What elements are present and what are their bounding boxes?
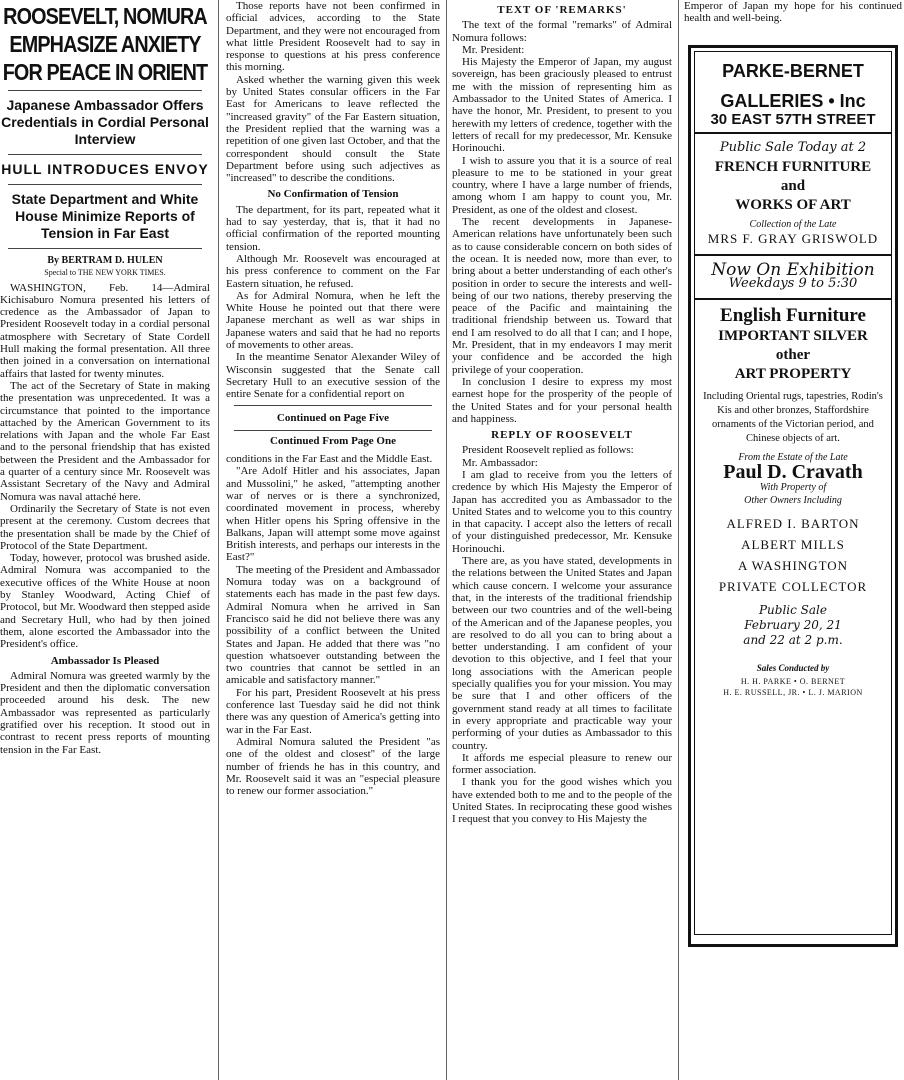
paragraph: There are, as you have stated, developments in the relations between the United States and Japan which cause concern. I welcome your assurance that, in the interests of the traditional friendship between our two countries and of the well-being of the American and of the Japanese peoples, you are resolved to do all you can to bring about a better understanding. I am confident of your devotion to this objective, and I feel that your long associations with the American people specially qualifies you for your mission. You may be sure that I and other officers of the government stand ready at all times to facilitate in every appropriate and practicable way your performing of your duties as Ambassador to this country. (452, 555, 672, 752)
ad-with-property: With Property of (759, 482, 827, 494)
divider (8, 154, 202, 155)
ad-auctioneers: H. E. RUSSELL, JR. • L. J. MARION (723, 688, 863, 698)
paragraph: I am glad to receive from you the letters of credence by which His Majesty the Emperor of Japan has accredited you as Ambassador to the United States and to welcome you to this country in that capacity. I accept also the letters of recall of your distinguished predecessor, Mr. Kensuke Horinouchi. (452, 468, 672, 555)
deck-2: HULL INTRODUCES ENVOY (1, 161, 209, 177)
continued-from: Continued From Page One (270, 434, 396, 447)
ad-cravath: Paul D. Cravath (723, 460, 863, 483)
paragraph: President Roosevelt replied as follows: (462, 444, 634, 457)
continued-on: Continued on Page Five (276, 411, 390, 424)
ad-sale-today: Public Sale Today at 2 (719, 139, 867, 155)
ad-owner: PRIVATE COLLECTOR (718, 578, 868, 594)
paragraph: I wish to assure you that it is a source of real pleasure to me to be stationed in your great country, where I have a large number of friends, among whom I am happy to count you, Mr. President, as one of the oldest and closest. (452, 154, 672, 216)
ad-public-sale: Public Sale (758, 602, 827, 617)
paragraph: conditions in the Far East and the Middle East. (226, 453, 433, 466)
ad-divider (695, 298, 891, 300)
subhead: Ambassador Is Pleased (50, 654, 160, 667)
headline-line: EMPHASIZE ANXIETY (9, 31, 201, 57)
ad-auctioneers: H. H. PARKE • O. BERNET (740, 677, 846, 687)
advertisement (688, 45, 898, 947)
column-rule (678, 0, 679, 1080)
paragraph: The meeting of the President and Ambassador Nomura today was on a background of statements each has made in the past few days. Admiral Nomura when he arrived in San Francisco said he did not believe there was any possibility of a conflict between the United States and Japan. He added that there was "no question whatsoever outstanding between the two countries that cannot be settled in an amicable and satisfactory manner." (226, 563, 440, 687)
divider (8, 90, 202, 91)
paragraph: Admiral Nomura saluted the President "as one of the oldest and closest" of the large number of friends he has in this country, and Mr. Roosevelt said it was an "especial pleasure to renew our former association." (226, 735, 440, 798)
paragraph: In conclusion I desire to express my most earnest hope for the prosperity of the people of the United States and for your personal health and happiness. (452, 375, 672, 425)
column-3 (452, 0, 672, 1080)
paragraph: Emperor of Japan my hope for his continued health and well-being. (684, 0, 902, 25)
advertisement-inner (694, 51, 892, 935)
paragraph: The recent developments in Japanese-American relations have unfortunately been such as to cause considerable concern on both sides of the ocean. It is needed now, more than ever, to bring about a better understanding of each other's position in order to secure the interests and well-being of our two nations, thereby preserving the peace of the Pacific and maintaining the traditional friendship between us. Toward that end I am resolved to do all that I can; and I hope, Mr. President, that in my endeavors I may merit your confidence and be accorded the high privilege of your cooperation. (452, 216, 672, 376)
paragraph: Ordinarily the Secretary of State is not even present at the ceremony. Custom decrees that the presentation shall be made by the Chief of Protocol of the State Department. (0, 502, 210, 552)
paragraph: As for Admiral Nomura, when he left the White House he pointed out that there were Japanese merchant as well as war ships in Japanese waters and said that he had no reports of movements to other areas. (226, 289, 440, 352)
special-credit: Special to THE NEW YORK TIMES. (44, 268, 166, 278)
paragraph: Those reports have not been confirmed in official advices, according to the State Department, and they were not encouraged from what little President Roosevelt had to say in response to questions at his press conference this morning. (226, 0, 440, 74)
divider (8, 184, 202, 185)
paragraph: The text of the formal "remarks" of Admiral Nomura follows: (452, 19, 672, 44)
ad-and: and (780, 178, 806, 195)
ad-company-line-2: GALLERIES • Inc (720, 90, 866, 111)
ad-exhibition: Now On Exhibition (711, 259, 875, 280)
paragraph: The act of the Secretary of State in making the presentation was unprecedented. It was a circumstance that pointed to the importance attached by the American Government to its relations with Japan and the whole Far East and to the personal friendship that has existed between the President and the Ambassador for a quarter of a century since Mr. Roosevelt was Assistant Secretary of the Navy and Admiral Nomura was naval attaché here. (0, 379, 210, 503)
ad-french-furniture: FRENCH FURNITURE (714, 159, 872, 176)
divider (234, 405, 432, 406)
ad-collection-of: Collection of the Late (749, 219, 837, 231)
divider (8, 248, 202, 249)
paragraph: Mr. President: (462, 43, 525, 56)
paragraph: WASHINGTON, Feb. 14—Admiral Kichisaburo Nomura presented his letters of credence as the Ambassador of Japan to President Roosevelt today in a cordial personal atmosphere with Secretary of State Cordell Hull making the formal presentation. All three then joined in a conversation on international affairs that lasted for twenty minutes. (0, 281, 210, 380)
headline (3, 2, 208, 86)
divider (234, 430, 432, 431)
ad-collector: MRS F. GRAY GRISWOLD (707, 231, 879, 247)
paragraph: "Are Adolf Hitler and his associates, Japan and Mussolini," he asked, "attempting another war of nerves or is there a synchronized, coordinated movement in process, whereby when Hitler opens his Spring offensive in the Balkans, Japan will attempt some move against British interests, and perhaps our interests in the East?" (226, 465, 440, 564)
ad-dates: February 20, 21 (744, 617, 842, 632)
paragraph: For his part, President Roosevelt at his press conference last Tuesday said he did not think there was any question of America's getting into war in the Far East. (226, 686, 440, 736)
column-rule (218, 0, 219, 1080)
paragraph: Mr. Ambassador: (462, 456, 538, 469)
paragraph: His Majesty the Emperor of Japan, my august sovereign, has been graciously pleased to entrust me with the mission of representing him as Ambassador to the United States of America. I have the honor, Mr. President, to present to you herewith my letters of credence, together with the letters of recall for my predecessor, Mr. Kensuke Horinouchi. (452, 56, 672, 155)
paragraph: Admiral Nomura was greeted warmly by the President and then the diplomatic conversation proceeded around his desk. The new Ambassador was represented as particularly gratified over his reception. It stood out in contrast to recent press reports of mounting tension in the Far East. (0, 669, 210, 756)
ad-other: other (775, 346, 811, 363)
paragraph: I thank you for the good wishes which you have extended both to me and to the people of the United States. In reciprocating these good wishes I request that you convey to His Majesty the (452, 776, 672, 826)
ad-owner: A WASHINGTON (737, 557, 849, 573)
column-2 (226, 0, 440, 1080)
paragraph: It affords me especial pleasure to renew our former association. (452, 751, 672, 777)
ad-owner: ALFRED I. BARTON (726, 515, 860, 531)
ad-english-furniture: English Furniture (720, 305, 866, 327)
ad-owner: ALBERT MILLS (741, 536, 845, 552)
ad-sales-conducted: Sales Conducted by (756, 662, 830, 673)
byline: By BERTRAM D. HULEN (47, 255, 163, 266)
subhead: No Confirmation of Tension (267, 188, 399, 201)
paragraph: The department, for its part, repeated what it had to say yesterday, that is, that it had no official confirmation of the reported mounting tension. (226, 203, 440, 253)
paragraph: In the meantime Senator Alexander Wiley of Wisconsin suggested that the Senate call Secretary Hull to an executive session of the entire Senate for a confidential report on (226, 351, 440, 401)
headline-line: FOR PEACE IN ORIENT (2, 59, 208, 85)
paragraph: Asked whether the warning given this week by United States consular officers in the Far East for Americans to leave reflected the "increased gravity" of the Far Eastern situation, the President replied that the warning was a repetition of one given last October, and that the correspondent should consult the State Department before using such adjectives as "increased" to describe the conditions. (226, 73, 440, 185)
ad-estate: From the Estate of the Late (738, 451, 848, 463)
ad-divider (695, 254, 891, 256)
ad-important-silver: IMPORTANT SILVER (718, 327, 868, 344)
headline-line: ROOSEVELT, NOMURA (3, 3, 207, 29)
ad-address: 30 EAST 57TH STREET (710, 110, 876, 128)
ad-weekdays: Weekdays 9 to 5:30 (728, 276, 858, 292)
ad-dates: and 22 at 2 p.m. (743, 632, 843, 647)
ad-including: Including Oriental rugs, tapestries, Rodin's Kis and other bronzes, Staffordshire ornaments of the Victorian period, and Chinese objects of art. (703, 390, 883, 444)
ad-other-owners: Other Owners Including (744, 494, 842, 506)
ad-art-property: ART PROPERTY (734, 365, 852, 382)
column-rule (446, 0, 447, 1080)
ad-company-line-1: PARKE-BERNET (722, 60, 864, 81)
subhead: REPLY OF ROOSEVELT (491, 429, 633, 442)
paragraph: Today, however, protocol was brushed aside. Admiral Nomura was accompanied to the executive offices of the White House at noon by Stanley Woodward, Acting Chief of Protocol, but Mr. Woodward then stepped aside and Secretary Hull, who had by then joined them, alone escorted the Ambassador into the President's office. (0, 552, 210, 651)
ad-divider (695, 132, 891, 134)
subhead: TEXT OF 'REMARKS' (497, 4, 627, 16)
column-4 (684, 0, 902, 1080)
deck-1: Japanese Ambassador Offers Credentials in Cordial Personal Interview (1, 97, 209, 147)
paragraph: Although Mr. Roosevelt was encouraged at his press conference to comment on the Far Eastern situation, he refused. (226, 252, 440, 290)
ad-works-of-art: WORKS OF ART (735, 197, 851, 214)
deck-3: State Department and White House Minimize Reports of Tension in Far East (11, 191, 199, 241)
column-1 (0, 0, 210, 1080)
